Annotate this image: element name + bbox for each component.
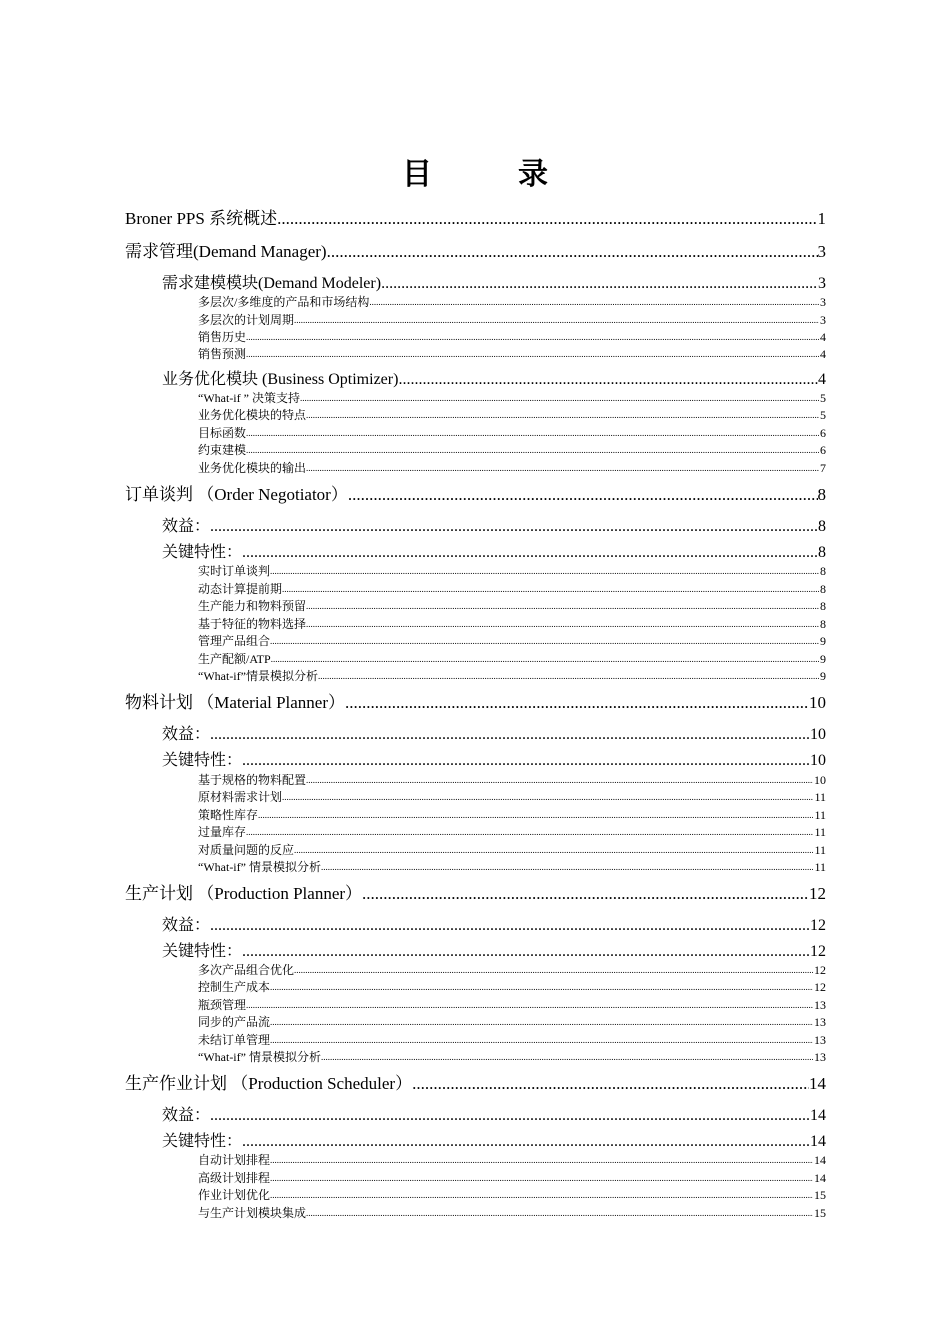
- toc-entry[interactable]: [198, 1153, 826, 1168]
- toc-entry[interactable]: [198, 1015, 826, 1030]
- toc-entry[interactable]: [198, 980, 826, 995]
- toc-entry-label: 对质量问题的反应: [198, 843, 295, 857]
- toc-leader-dots: [270, 564, 819, 579]
- toc-leader-dots: [270, 1171, 813, 1186]
- toc-entry-label: 生产配额/ATP: [198, 652, 271, 666]
- toc-entry-label: 同步的产品流: [198, 1015, 271, 1029]
- toc-entry-label: Broner PPS 系统概述: [125, 209, 278, 228]
- toc-entry[interactable]: [198, 1033, 826, 1048]
- toc-leader-dots: [246, 330, 819, 345]
- toc-leader-dots: [210, 516, 818, 537]
- toc-entry-label: 瓶颈管理: [198, 998, 247, 1012]
- toc-entry-page-number: 8: [817, 485, 826, 504]
- toc-entry-page-number: 8: [820, 582, 826, 596]
- toc-entry[interactable]: [198, 426, 826, 441]
- toc-leader-dots: [270, 1153, 813, 1168]
- toc-leader-dots: [306, 461, 819, 476]
- toc-entry-page-number: 11: [814, 790, 826, 804]
- toc-leader-dots: [348, 484, 818, 506]
- toc-leader-dots: [242, 941, 810, 962]
- toc-entry-label: 控制生产成本: [198, 980, 271, 994]
- toc-entry-label: 原材料需求计划: [198, 790, 283, 804]
- toc-entry-label: 动态计算提前期: [198, 582, 283, 596]
- toc-leader-dots: [327, 241, 818, 263]
- toc-leader-dots: [258, 808, 813, 823]
- toc-entry[interactable]: [162, 1105, 826, 1126]
- toc-entry-page-number: 4: [820, 330, 826, 344]
- toc-entry-label: “What-if”情景模拟分析: [198, 669, 318, 683]
- toc-entry-label: 生产能力和物料预留: [198, 599, 307, 613]
- toc-entry[interactable]: [162, 369, 826, 390]
- toc-entry-label: 关键特性：: [162, 1133, 243, 1150]
- toc-leader-dots: [318, 669, 819, 684]
- toc-leader-dots: [398, 369, 818, 390]
- toc-leader-dots: [210, 915, 810, 936]
- toc-entry[interactable]: [162, 750, 826, 771]
- toc-entry-page-number: 14: [814, 1153, 826, 1167]
- toc-entry-page-number: 12: [809, 884, 826, 903]
- toc-entry-label: 效益：: [162, 726, 211, 743]
- toc-entry-label: 自动计划排程: [198, 1153, 271, 1167]
- toc-entry-page-number: 8: [818, 518, 826, 535]
- toc-entry-label: 销售预测: [198, 347, 247, 361]
- toc-entry-label: 多层次的计划周期: [198, 313, 295, 327]
- toc-entry-label: 管理产品组合: [198, 634, 271, 648]
- toc-leader-dots: [345, 692, 809, 714]
- toc-entry-label: 生产作业计划 （Production Scheduler）: [125, 1074, 413, 1093]
- toc-entry-label: 订单谈判 （Order Negotiator）: [125, 485, 348, 504]
- toc-leader-dots: [270, 1015, 813, 1030]
- toc-entry[interactable]: [198, 582, 826, 597]
- toc-entry[interactable]: [198, 773, 826, 788]
- toc-leader-dots: [246, 998, 813, 1013]
- toc-leader-dots: [321, 1050, 813, 1065]
- toc-leader-dots: [321, 860, 813, 875]
- toc-leader-dots: [381, 273, 818, 294]
- toc-entry-page-number: 10: [810, 726, 826, 743]
- toc-entry-page-number: 8: [820, 599, 826, 613]
- toc-entry-label: 与生产计划模块集成: [198, 1206, 307, 1220]
- toc-entry-page-number: 1: [817, 209, 826, 228]
- toc-leader-dots: [412, 1073, 809, 1095]
- toc-entry-label: 作业计划优化: [198, 1188, 271, 1202]
- toc-entry[interactable]: [198, 1206, 826, 1221]
- toc-entry[interactable]: [198, 1171, 826, 1186]
- toc-entry-label: 高级计划排程: [198, 1171, 271, 1185]
- toc-leader-dots: [306, 599, 819, 614]
- toc-entry-page-number: 11: [814, 843, 826, 857]
- toc-entry-page-number: 15: [814, 1206, 826, 1220]
- toc-entry-page-number: 15: [814, 1188, 826, 1202]
- toc-leader-dots: [270, 634, 819, 649]
- toc-entry-page-number: 11: [814, 808, 826, 822]
- toc-entry-label: 销售历史: [198, 330, 247, 344]
- toc-leader-dots: [270, 1188, 813, 1203]
- toc-entry-label: 需求建模模块(Demand Modeler): [162, 275, 382, 292]
- toc-entry[interactable]: [162, 516, 826, 537]
- toc-entry-page-number: 14: [810, 1133, 826, 1150]
- toc-leader-dots: [277, 208, 817, 230]
- toc-entry-label: “What-if ” 决策支持: [198, 391, 300, 405]
- toc-entry-label: 物料计划 （Material Planner）: [125, 693, 346, 712]
- toc-entry-label: 过量库存: [198, 825, 247, 839]
- toc-leader-dots: [282, 582, 819, 597]
- toc-entry-page-number: 13: [814, 1050, 826, 1064]
- toc-leader-dots: [300, 391, 819, 406]
- toc-entry-page-number: 9: [820, 652, 826, 666]
- toc-entry-page-number: 9: [820, 669, 826, 683]
- toc-leader-dots: [270, 1033, 813, 1048]
- toc-entry-label: 效益：: [162, 518, 211, 535]
- toc-entry-label: 需求管理(Demand Manager): [125, 242, 327, 261]
- toc-leader-dots: [242, 1131, 810, 1152]
- toc-entry[interactable]: [198, 599, 826, 614]
- toc-entry[interactable]: [198, 860, 826, 875]
- toc-entry-label: “What-if” 情景模拟分析: [198, 860, 321, 874]
- toc-leader-dots: [246, 825, 813, 840]
- toc-entry-page-number: 13: [814, 1033, 826, 1047]
- toc-entry[interactable]: [125, 692, 826, 714]
- toc-leader-dots: [242, 750, 810, 771]
- toc-entry-page-number: 6: [820, 443, 826, 457]
- toc-entry-page-number: 10: [814, 773, 826, 787]
- toc-leader-dots: [306, 1206, 813, 1221]
- toc-entry[interactable]: [162, 915, 826, 936]
- toc-entry-label: “What-if” 情景模拟分析: [198, 1050, 321, 1064]
- toc-entry-label: 生产计划 （Production Planner）: [125, 884, 363, 903]
- toc-entry[interactable]: [198, 963, 826, 978]
- toc-entry-label: 基于规格的物料配置: [198, 773, 307, 787]
- toc-entry-page-number: 10: [810, 752, 826, 769]
- toc-entry-page-number: 3: [817, 242, 826, 261]
- toc-entry[interactable]: [198, 843, 826, 858]
- toc-entry-page-number: 3: [820, 313, 826, 327]
- toc-entry-page-number: 13: [814, 1015, 826, 1029]
- toc-entry-page-number: 8: [818, 544, 826, 561]
- toc-entry-label: 效益：: [162, 917, 211, 934]
- toc-leader-dots: [242, 542, 818, 563]
- toc-leader-dots: [246, 347, 819, 362]
- toc-entry[interactable]: [198, 443, 826, 458]
- toc-entry-label: 实时订单谈判: [198, 564, 271, 578]
- toc-entry[interactable]: [125, 484, 826, 506]
- toc-entry[interactable]: [198, 808, 826, 823]
- toc-leader-dots: [362, 883, 809, 905]
- toc-entry-page-number: 9: [820, 634, 826, 648]
- toc-entry-page-number: 3: [818, 275, 826, 292]
- toc-entry-page-number: 6: [820, 426, 826, 440]
- toc-entry[interactable]: [198, 408, 826, 423]
- toc-entry[interactable]: [125, 241, 826, 263]
- toc-entry-page-number: 12: [814, 980, 826, 994]
- toc-entry[interactable]: [198, 998, 826, 1013]
- toc-entry[interactable]: [198, 634, 826, 649]
- toc-entry[interactable]: [198, 295, 826, 310]
- toc-entry[interactable]: [198, 1188, 826, 1203]
- toc-entry-page-number: 8: [820, 564, 826, 578]
- toc-entry-page-number: 11: [814, 825, 826, 839]
- toc-entry[interactable]: [198, 564, 826, 579]
- toc-entry[interactable]: [162, 941, 826, 962]
- toc-entry-page-number: 4: [820, 347, 826, 361]
- toc-entry-page-number: 12: [810, 917, 826, 934]
- toc-entry-page-number: 4: [818, 371, 826, 388]
- toc-entry-page-number: 13: [814, 998, 826, 1012]
- toc-entry[interactable]: [198, 1050, 826, 1065]
- toc-entry-label: 业务优化模块的特点: [198, 408, 307, 422]
- toc-entry-label: 关键特性：: [162, 544, 243, 561]
- toc-entry[interactable]: [198, 461, 826, 476]
- toc-entry-page-number: 14: [809, 1074, 826, 1093]
- toc-leader-dots: [294, 843, 813, 858]
- toc-entry[interactable]: [198, 330, 826, 345]
- toc-entry-page-number: 14: [810, 1107, 826, 1124]
- toc-entry-page-number: 12: [810, 943, 826, 960]
- toc-entry[interactable]: [125, 883, 826, 905]
- toc-entry-label: 未结订单管理: [198, 1033, 271, 1047]
- toc-entry-label: 基于特征的物料选择: [198, 617, 307, 631]
- toc-entry-label: 策略性库存: [198, 808, 259, 822]
- toc-leader-dots: [294, 963, 813, 978]
- toc-entry[interactable]: [162, 1131, 826, 1152]
- toc-entry[interactable]: [198, 313, 826, 328]
- toc-entry[interactable]: [125, 1073, 826, 1095]
- toc-entry-page-number: 5: [820, 408, 826, 422]
- toc-entry[interactable]: [198, 825, 826, 840]
- toc-leader-dots: [369, 295, 819, 310]
- toc-entry[interactable]: [198, 391, 826, 406]
- toc-leader-dots: [306, 773, 813, 788]
- toc-entry[interactable]: [198, 652, 826, 667]
- toc-entry-label: 效益：: [162, 1107, 211, 1124]
- toc-leader-dots: [246, 426, 819, 441]
- toc-entry-label: 关键特性：: [162, 943, 243, 960]
- toc-leader-dots: [210, 724, 810, 745]
- toc-entry-page-number: 12: [814, 963, 826, 977]
- toc-entry-label: 多层次/多维度的产品和市场结构: [198, 295, 370, 309]
- toc-leader-dots: [246, 443, 819, 458]
- toc-leader-dots: [271, 652, 819, 667]
- toc-entry-page-number: 8: [820, 617, 826, 631]
- toc-entry[interactable]: [162, 542, 826, 563]
- toc-title: 目 录: [402, 157, 576, 192]
- toc-entry-label: 目标函数: [198, 426, 247, 440]
- toc-entry-label: 业务优化模块 (Business Optimizer): [162, 371, 399, 388]
- toc-entry[interactable]: [198, 669, 826, 684]
- toc-entry[interactable]: [162, 724, 826, 745]
- toc-entry-label: 业务优化模块的输出: [198, 461, 307, 475]
- toc-entry-page-number: 7: [820, 461, 826, 475]
- toc-entry-label: 约束建模: [198, 443, 247, 457]
- toc-entry[interactable]: [198, 617, 826, 632]
- toc-entry-page-number: 10: [809, 693, 826, 712]
- toc-entry-label: 关键特性：: [162, 752, 243, 769]
- toc-leader-dots: [306, 617, 819, 632]
- toc-leader-dots: [306, 408, 819, 423]
- toc-entry-page-number: 3: [820, 295, 826, 309]
- toc-entry[interactable]: [198, 790, 826, 805]
- toc-entry[interactable]: [198, 347, 826, 362]
- toc-entry-page-number: 14: [814, 1171, 826, 1185]
- toc-entry[interactable]: [125, 208, 826, 230]
- toc-leader-dots: [282, 790, 813, 805]
- toc-entry-label: 多次产品组合优化: [198, 963, 295, 977]
- toc-entry-page-number: 11: [814, 860, 826, 874]
- toc-leader-dots: [294, 313, 819, 328]
- toc-leader-dots: [210, 1105, 810, 1126]
- toc-leader-dots: [270, 980, 813, 995]
- toc-entry[interactable]: [162, 273, 826, 294]
- toc-entry-page-number: 5: [820, 391, 826, 405]
